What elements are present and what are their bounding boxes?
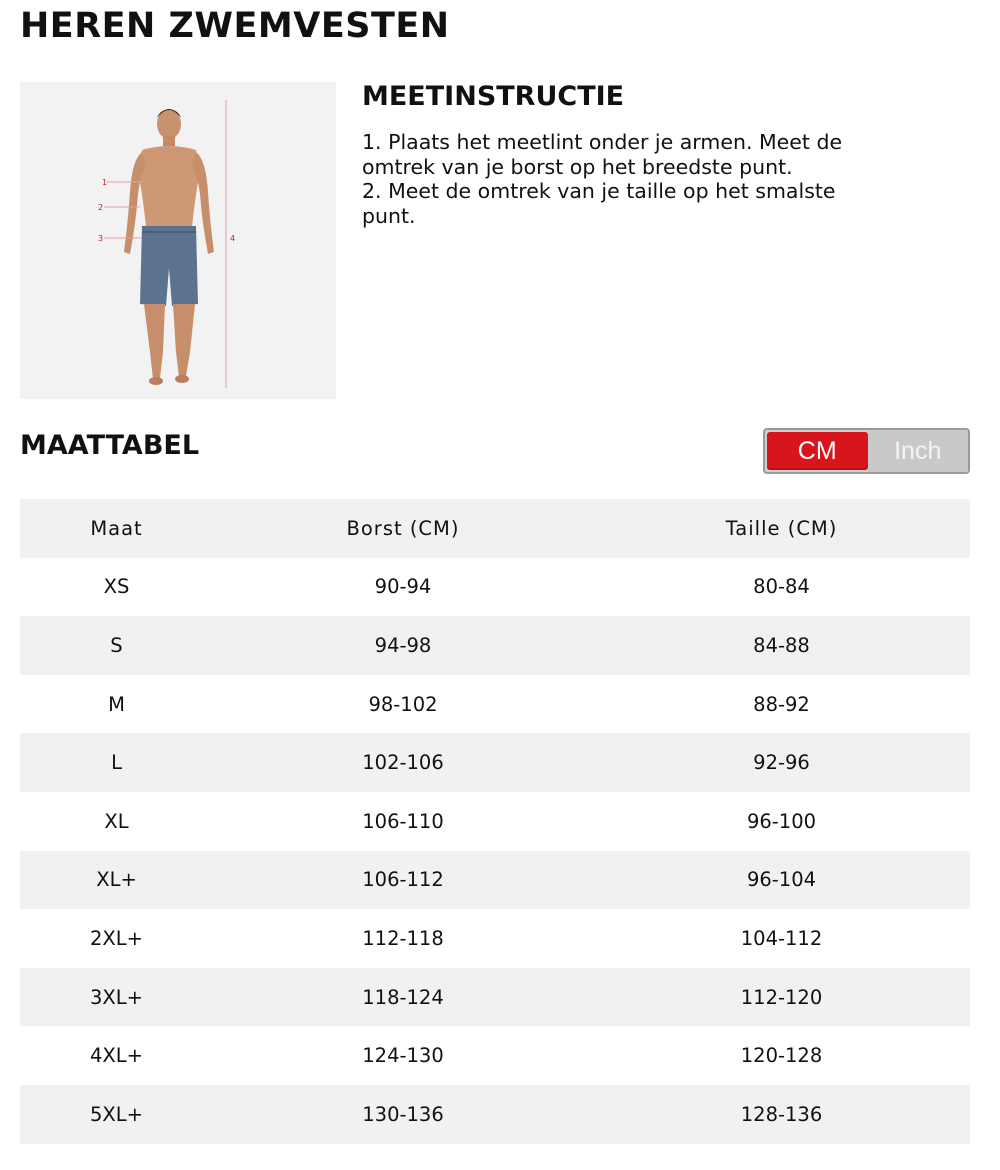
model-right-leg <box>173 304 195 377</box>
unit-inch-button[interactable]: Inch <box>868 430 969 472</box>
cell-chest: 106-112 <box>362 868 444 892</box>
table-row <box>20 792 970 851</box>
cell-size: 4XL+ <box>90 1044 143 1068</box>
cell-chest: 124-130 <box>362 1044 444 1068</box>
cell-size: XL <box>104 809 129 833</box>
cell-waist: 92-96 <box>753 751 810 775</box>
table-body <box>20 558 970 1144</box>
table-row <box>20 558 970 617</box>
table-row <box>20 675 970 734</box>
table-row <box>20 851 970 910</box>
instructions-title: MEETINSTRUCTIE <box>362 81 625 112</box>
cell-chest: 112-118 <box>362 926 444 950</box>
cell-size: L <box>111 751 122 775</box>
unit-toggle[interactable] <box>763 428 970 474</box>
cell-waist: 120-128 <box>740 1044 823 1068</box>
cell-size: M <box>108 692 125 716</box>
header-size: Maat <box>90 516 143 540</box>
header-chest: Borst (CM) <box>346 516 460 540</box>
marker-3: 3 <box>98 234 104 243</box>
cell-size: S <box>110 633 123 657</box>
cell-chest: 94-98 <box>374 633 432 657</box>
marker-4: 4 <box>230 234 236 243</box>
cell-waist: 84-88 <box>753 633 810 657</box>
table-header-row <box>20 499 970 558</box>
table-row <box>20 616 970 675</box>
cell-chest: 118-124 <box>362 985 444 1009</box>
table-row <box>20 968 970 1027</box>
cell-chest: 98-102 <box>368 692 438 716</box>
cell-waist: 112-120 <box>740 985 823 1009</box>
measurement-figure <box>20 82 336 399</box>
cell-waist: 96-100 <box>746 809 817 833</box>
page-title: HEREN ZWEMVESTEN <box>20 6 450 46</box>
cell-chest: 90-94 <box>374 575 432 599</box>
unit-cm-button[interactable]: CM <box>767 432 868 470</box>
cell-size: 5XL+ <box>90 1102 143 1126</box>
model-shorts <box>140 226 198 306</box>
model-left-leg <box>144 304 165 379</box>
header-waist: Taille (CM) <box>725 516 838 540</box>
instruction-line: omtrek van je borst op het breedste punt. <box>362 154 793 179</box>
cell-waist: 96-104 <box>746 868 817 892</box>
cell-waist: 128-136 <box>740 1102 823 1126</box>
cell-size: XS <box>103 575 130 599</box>
table-row <box>20 733 970 792</box>
table-row <box>20 1085 970 1144</box>
model-torso <box>140 146 198 227</box>
size-table <box>20 499 970 1144</box>
instruction-line: 1. Plaats het meetlint onder je armen. Meet de <box>362 130 843 154</box>
instruction-line: punt. <box>362 203 416 228</box>
marker-2: 2 <box>98 203 104 212</box>
cell-size: 3XL+ <box>90 985 143 1009</box>
marker-1: 1 <box>102 178 108 187</box>
table-row <box>20 909 970 968</box>
cell-chest: 130-136 <box>362 1102 444 1126</box>
cell-chest: 102-106 <box>362 751 444 775</box>
size-table-title: MAATTABEL <box>20 430 200 461</box>
cell-size: XL+ <box>96 868 137 892</box>
instructions-text <box>362 130 962 228</box>
instruction-line: 2. Meet de omtrek van je taille op het smalste <box>362 179 836 203</box>
table-row <box>20 1026 970 1085</box>
cell-waist: 104-112 <box>740 926 823 950</box>
cell-chest: 106-110 <box>362 809 444 833</box>
cell-waist: 80-84 <box>753 575 810 599</box>
cell-waist: 88-92 <box>753 692 810 716</box>
cell-size: 2XL+ <box>90 926 143 950</box>
